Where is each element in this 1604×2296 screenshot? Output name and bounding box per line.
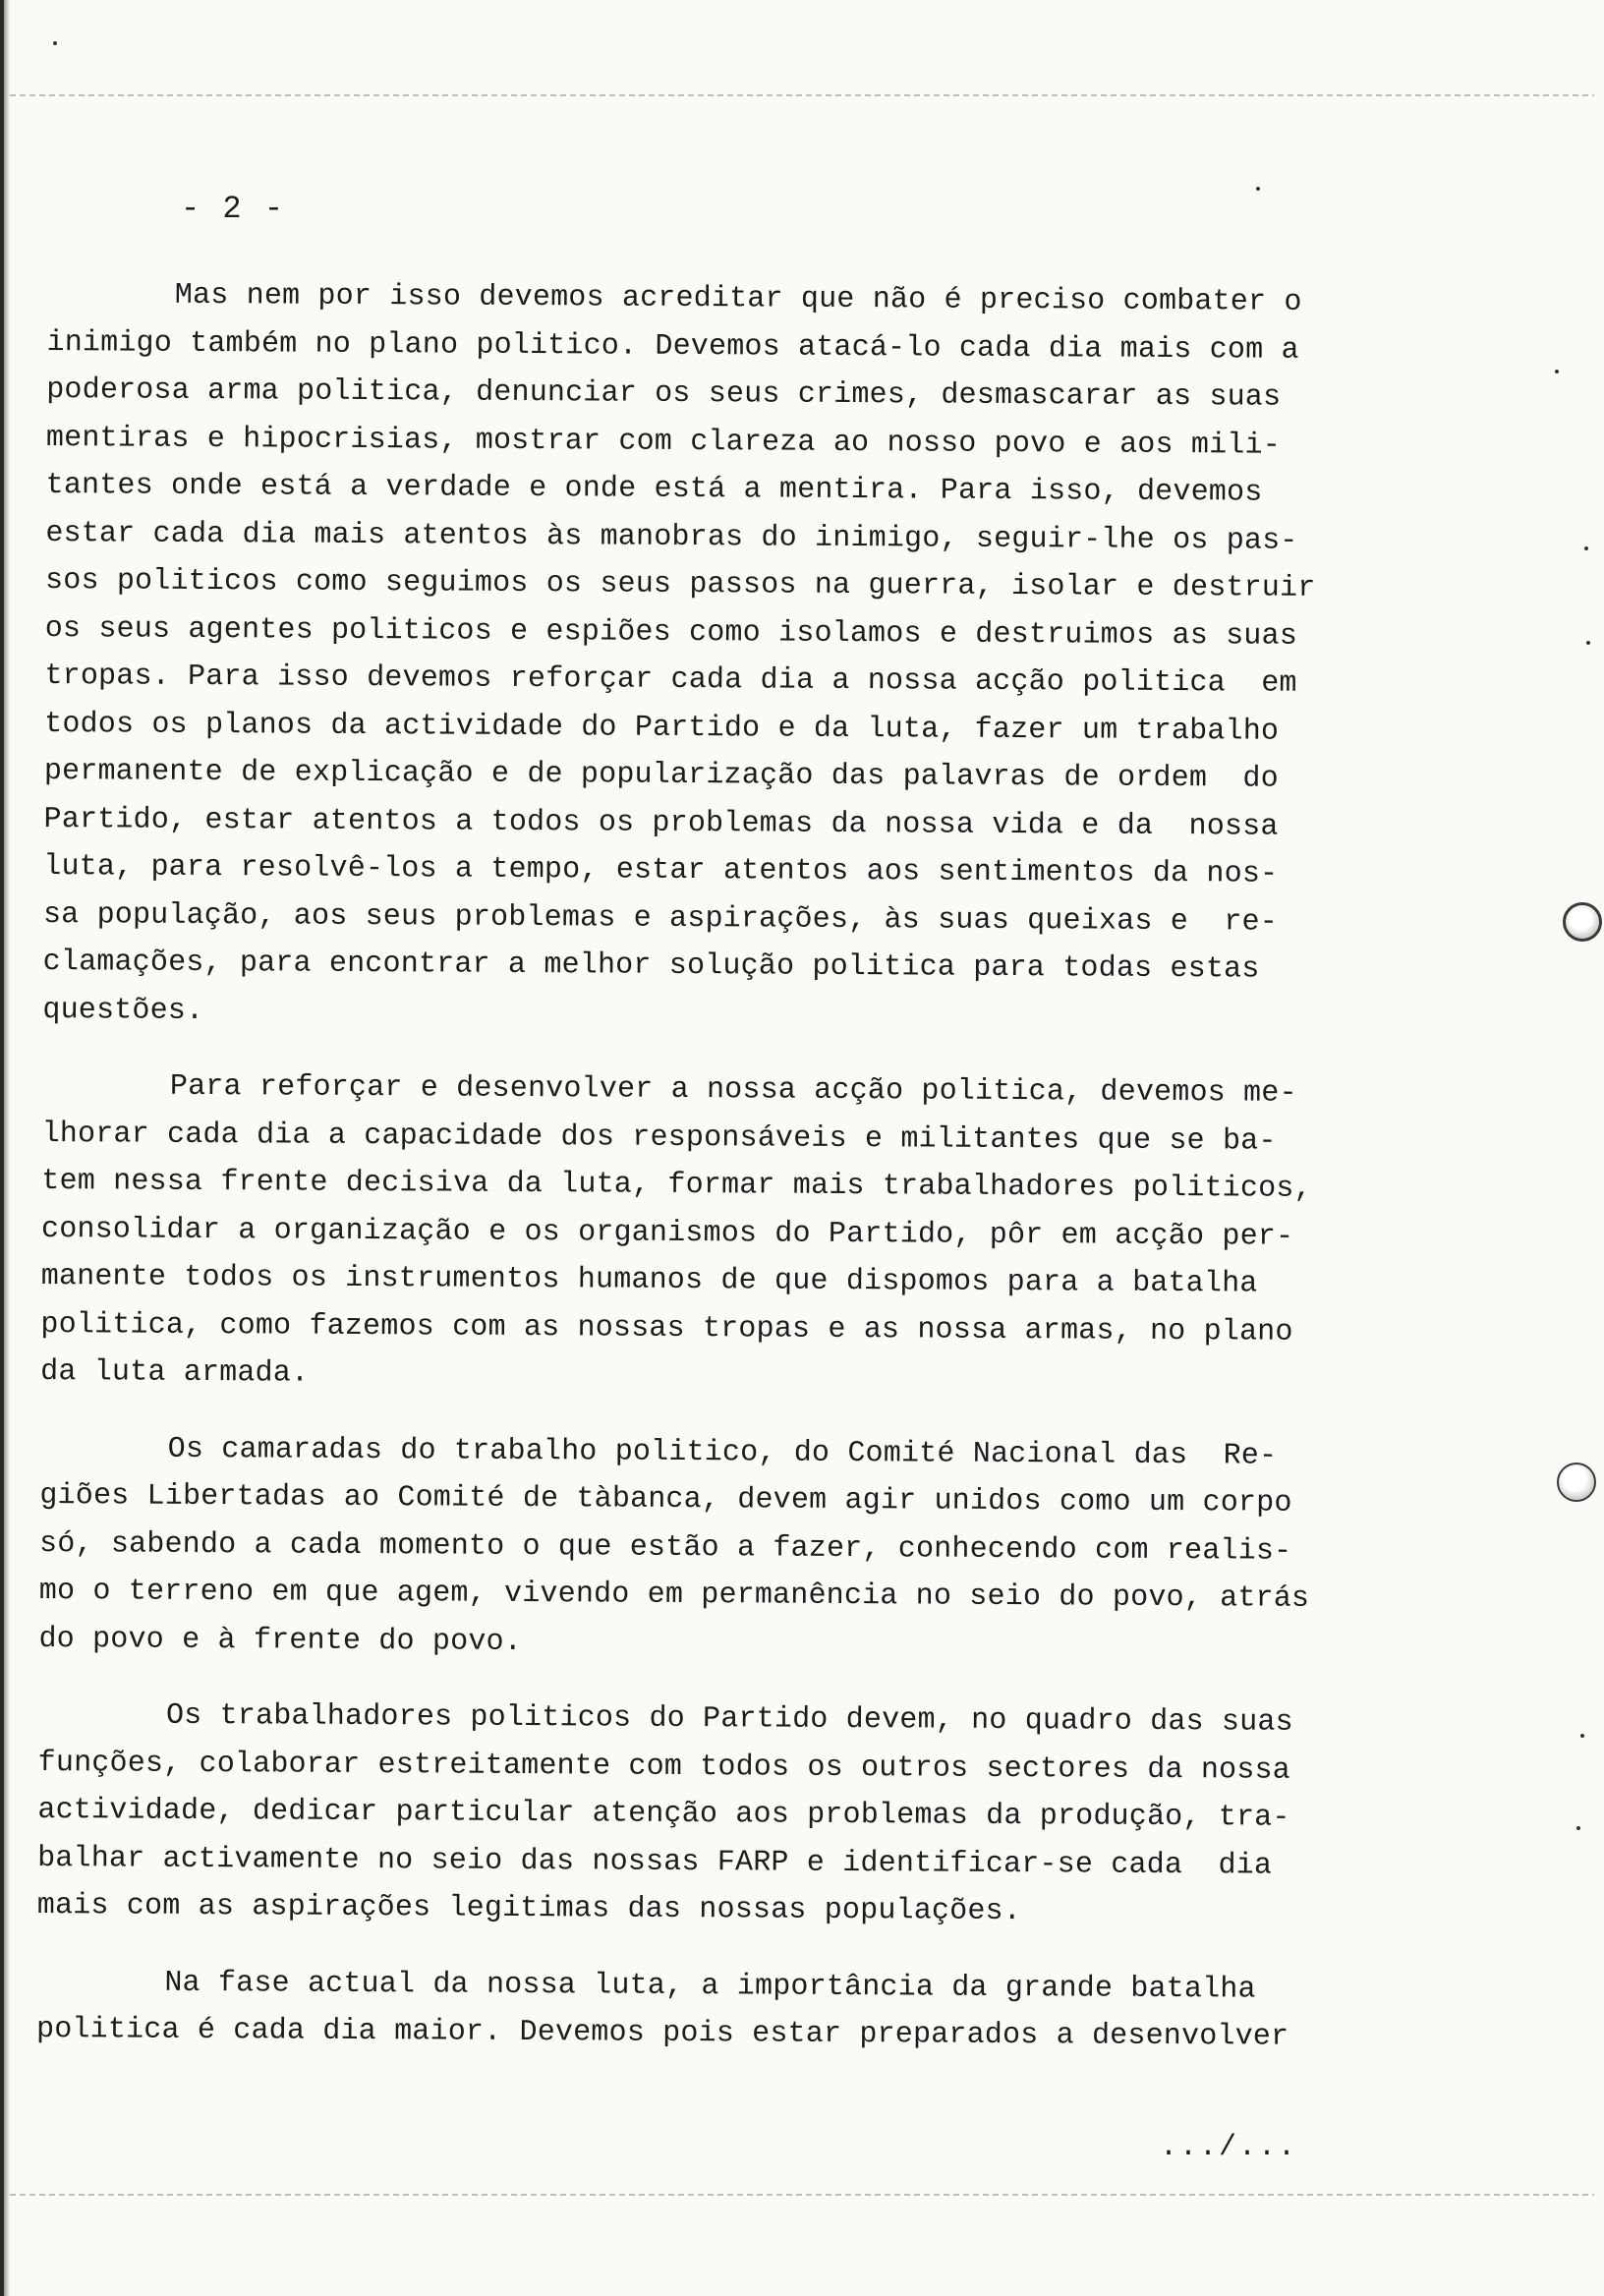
speck [1576, 1826, 1580, 1830]
text-line: funções, colaborar estreitamente com todos os outros sectores da nossa [37, 1746, 1291, 1788]
speck [1555, 370, 1559, 373]
paragraph-1 [42, 271, 1492, 1043]
text-line: tantes onde está a verdade e onde está a mentira. Para isso, devemos [45, 468, 1263, 510]
text-line: da luta armada. [40, 1354, 310, 1391]
text-line: politica, como fazemos com as nossas tropas e as nossa armas, no plano [40, 1307, 1293, 1349]
text-line: balhar activamente no seio das nossas FARP e identificar-se cada dia [37, 1841, 1273, 1883]
punch-hole-icon [1563, 902, 1602, 942]
speck [1586, 641, 1590, 645]
paragraph-3 [38, 1424, 1484, 1671]
paragraph-4 [37, 1692, 1483, 1938]
text-line: Na fase actual da nossa luta, a importância da grande batalha [164, 1966, 1256, 2007]
text-line: mais com as aspirações legitimas das nossas populações. [36, 1888, 1022, 1929]
body-text [36, 271, 1492, 2091]
speck [1256, 187, 1260, 191]
paragraph-2 [40, 1062, 1487, 1405]
speck [1580, 1734, 1584, 1738]
text-line: lhorar cada dia a capacidade dos responsáveis e militantes que se ba- [41, 1117, 1277, 1159]
page-left-edge-shadow [4, 0, 10, 2296]
text-line: manente todos os instrumentos humanos de que dispomos para a batalha [40, 1259, 1258, 1301]
text-line: questões. [42, 993, 204, 1028]
text-line: sos politicos como seguimos os seus passos na guerra, isolar e destruir [44, 563, 1316, 605]
page-number: - 2 - [181, 191, 286, 227]
text-line: giões Libertadas ao Comité de tàbanca, devem agir unidos como um corpo [39, 1478, 1292, 1521]
text-line: mo o terreno em que agem, vivendo em permanência no seio do povo, atrás [38, 1574, 1310, 1616]
text-line: Os trabalhadores politicos do Partido devem, no quadro das suas [165, 1698, 1293, 1740]
text-line: Os camaradas do trabalho politico, do Comité Nacional das Re- [167, 1432, 1278, 1473]
speck [1584, 546, 1588, 550]
text-line: sa população, aos seus problemas e aspirações, às suas queixas e re- [42, 897, 1279, 940]
text-line: inimigo também no plano politico. Devemos atacá-lo cada dia mais com a [46, 325, 1299, 368]
text-line: só, sabendo a cada momento o que estão a fazer, conhecendo com realis- [38, 1526, 1292, 1569]
text-line: Para reforçar e desenvolver a nossa acção politica, devemos me- [169, 1069, 1297, 1111]
text-line: tropas. Para isso devemos reforçar cada dia a nossa acção politica em [44, 659, 1297, 701]
bottom-scan-line [10, 2194, 1594, 2196]
continuation-mark: .../... [1160, 2131, 1298, 2164]
speck [53, 41, 57, 45]
text-line: tem nessa frente decisiva da luta, formar mais trabalhadores politicos, [41, 1164, 1312, 1206]
text-line: actividade, dedicar particular atenção aos problemas da produção, tra- [37, 1793, 1290, 1835]
text-line: do povo e à frente do povo. [38, 1622, 523, 1659]
paragraph-5 [36, 1958, 1482, 2062]
text-line: mentiras e hipocrisias, mostrar com clareza ao nosso povo e aos mili- [45, 421, 1282, 463]
text-line: Partido, estar atentos a todos os problemas da nossa vida e da nossa [43, 802, 1279, 844]
text-line: permanente de explicação e de popularização das palavras de ordem do [43, 754, 1279, 796]
top-scan-line [10, 94, 1594, 96]
text-line: todos os planos da actividade do Partido e da luta, fazer um trabalho [44, 707, 1280, 749]
punch-hole-icon [1557, 1463, 1596, 1502]
text-line: os seus agentes politicos e espiões como isolamos e destruimos as suas [44, 611, 1298, 654]
text-line: politica é cada dia maior. Devemos pois estar preparados a desenvolver [35, 2012, 1289, 2054]
text-line: Mas nem por isso devemos acreditar que não é preciso combater o [174, 278, 1302, 319]
text-line: estar cada dia mais atentos às manobras do inimigo, seguir-lhe os pas- [45, 516, 1298, 558]
text-line: consolidar a organização e os organismos do Partido, pôr em acção per- [40, 1212, 1294, 1254]
text-line: luta, para resolvê-los a tempo, estar atentos aos sentimentos da nos- [43, 849, 1279, 891]
text-line: poderosa arma politica, denunciar os seus crimes, desmascarar as suas [46, 373, 1282, 415]
text-line: clamações, para encontrar a melhor solução politica para todas estas [42, 945, 1260, 987]
